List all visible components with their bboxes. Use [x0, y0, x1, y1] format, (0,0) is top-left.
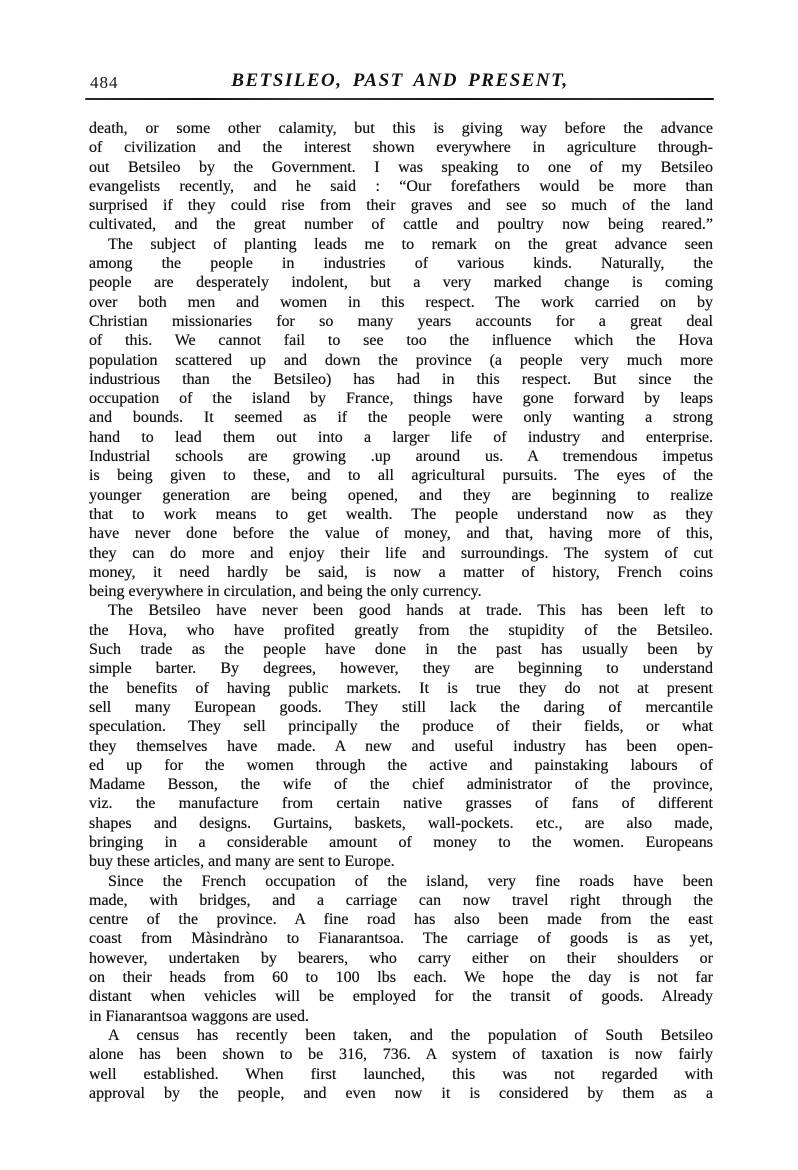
text-line: and bounds. It seemed as if the people were only wanting a strong — [89, 409, 713, 427]
text-line: out Betsileo by the Government. I was speaking to one of my Betsileo — [89, 158, 713, 176]
text-line: sell many European goods. They still lack the daring of mercantile — [89, 698, 713, 716]
text-line: however, undertaken by bearers, who carry either on their shoulders or — [89, 949, 713, 967]
text-line: hand to lead them out into a larger life of industry and enterprise. — [89, 428, 713, 446]
paragraph — [89, 119, 713, 235]
page-header — [88, 70, 712, 96]
text-line: A census has recently been taken, and the population of South Betsileo — [108, 1026, 713, 1044]
text-line: buy these articles, and many are sent to Europe. — [89, 853, 395, 871]
text-line: death, or some other calamity, but this is giving way before the advance — [89, 120, 713, 137]
text-line: approval by the people, and even now it is considered by them as a — [89, 1084, 713, 1102]
text-line: Since the French occupation of the island, very fine roads have been — [108, 872, 713, 890]
text-block — [89, 119, 713, 1103]
text-line: they themselves have made. A new and useful industry has been open- — [89, 737, 713, 755]
text-line: bringing in a considerable amount of money to the women. Europeans — [89, 833, 713, 851]
text-line: people are desperately indolent, but a very marked change is coming — [89, 274, 713, 292]
text-line: they can do more and enjoy their life and surroundings. The system of cut — [89, 544, 713, 562]
text-line: the Hova, who have profited greatly from the stupidity of the Betsileo. — [89, 621, 713, 639]
header-rule — [85, 98, 714, 100]
text-line: Industrial schools are growing .up around us. A tremendous impetus — [89, 448, 713, 466]
text-line: speculation. They sell principally the produce of their fields, or what — [89, 718, 713, 736]
text-line: on their heads from 60 to 100 lbs each. We hope the day is not far — [89, 969, 713, 987]
text-line: occupation of the island by France, things have gone forward by leaps — [89, 390, 713, 408]
text-line: population scattered up and down the province (a people very much more — [89, 351, 713, 369]
text-line: Madame Besson, the wife of the chief administrator of the province, — [89, 776, 713, 794]
text-line: being everywhere in circulation, and being the only currency. — [89, 583, 482, 601]
text-line: among the people in industries of various kinds. Naturally, the — [89, 255, 713, 273]
text-line: of this. We cannot fail to see too the influence which the Hova — [89, 332, 713, 350]
text-line: is being given to these, and to all agricultural pursuits. The eyes of the — [89, 467, 713, 485]
text-line: evangelists recently, and he said : “Our forefathers would be more than — [89, 177, 713, 195]
text-line: well established. When first launched, this was not regarded with — [89, 1065, 713, 1083]
text-line: in Fianarantsoa waggons are used. — [89, 1007, 309, 1025]
text-line: Such trade as the people have done in the past has usually been by — [89, 641, 713, 659]
text-line: shapes and designs. Gurtains, baskets, wall-pockets. etc., are also made, — [89, 814, 713, 832]
text-line: the benefits of having public markets. It is true they do not at present — [89, 679, 713, 697]
text-line: industrious than the Betsileo) has had in this respect. But since the — [89, 370, 713, 388]
text-line: younger generation are being opened, and they are beginning to realize — [89, 486, 713, 504]
text-line: The Betsileo have never been good hands at trade. This has been left to — [108, 602, 713, 620]
paragraph — [89, 872, 713, 1026]
text-line: coast from Màsindràno to Fianarantsoa. The carriage of goods is as yet, — [89, 930, 713, 948]
text-line: alone has been shown to be 316, 736. A system of taxation is now fairly — [89, 1046, 713, 1064]
paragraph — [89, 1026, 713, 1103]
text-line: distant when vehicles will be employed for the transit of goods. Already — [89, 988, 713, 1006]
text-line: cultivated, and the great number of cattle and poultry now being reared.” — [89, 216, 713, 234]
paragraph — [89, 235, 713, 602]
text-line: simple barter. By degrees, however, they are beginning to understand — [89, 660, 713, 678]
text-line: centre of the province. A fine road has also been made from the east — [89, 911, 713, 929]
text-line: Christian missionaries for so many years accounts for a great deal — [89, 312, 713, 330]
page-number: 484 — [90, 73, 119, 92]
running-title: BETSILEO, PAST AND PRESENT, — [231, 70, 569, 91]
paragraph — [89, 601, 713, 871]
text-line: money, it need hardly be said, is now a matter of history, French coins — [89, 563, 713, 581]
text-line: viz. the manufacture from certain native grasses of fans of different — [89, 795, 713, 813]
text-line: over both men and women in this respect. The work carried on by — [89, 293, 713, 311]
text-line: surprised if they could rise from their graves and see so much of the land — [89, 197, 713, 215]
text-line: The subject of planting leads me to remark on the great advance seen — [108, 235, 713, 253]
text-line: of civilization and the interest shown everywhere in agriculture through- — [89, 139, 713, 157]
text-line: ed up for the women through the active and painstaking labours of — [89, 756, 713, 774]
text-line: have never done before the value of money, and that, having more of this, — [89, 525, 713, 543]
text-line: made, with bridges, and a carriage can now travel right through the — [89, 891, 713, 909]
text-line: that to work means to get wealth. The people understand now as they — [89, 505, 713, 523]
